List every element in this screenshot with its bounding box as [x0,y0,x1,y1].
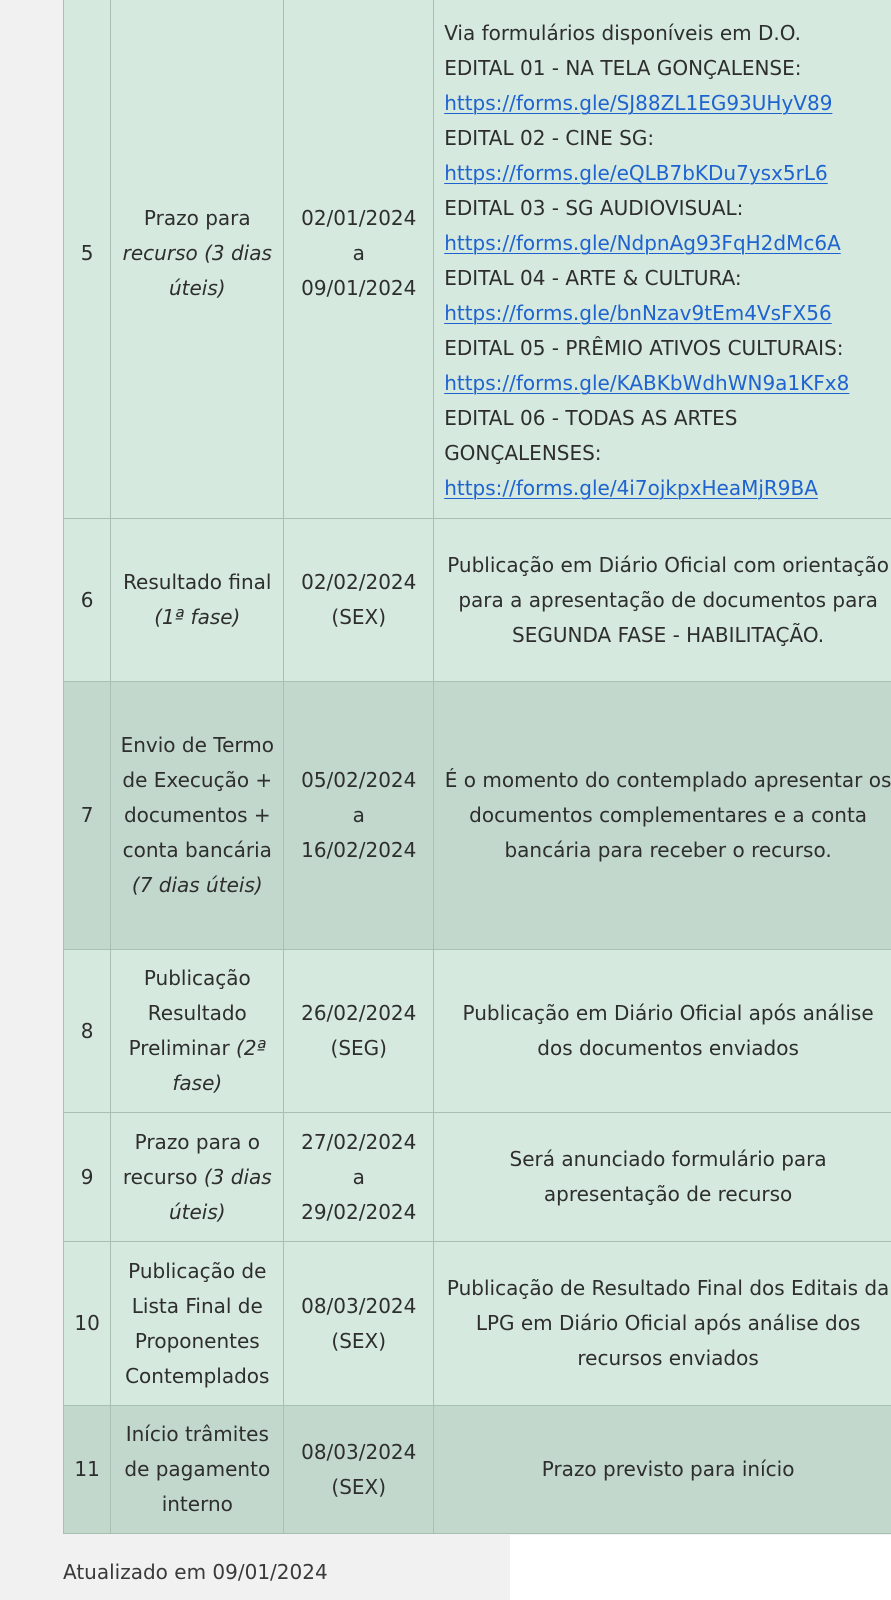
date-end: 09/01/2024 [301,276,417,300]
date-weekday: (SEX) [331,1474,387,1499]
schedule-table [63,0,891,1534]
activity-cell [111,0,284,519]
row-number: 10 [64,1242,111,1406]
activity-cell [111,1113,284,1242]
row-number: 11 [64,1406,111,1534]
table-row [64,1242,891,1406]
activity-text: Início trâmites de pagamento interno [124,1422,271,1516]
table-row [64,1113,891,1242]
description-cell: É o momento do contemplado apresentar os documentos complementares e a conta bancária para receber o recurso. [434,682,891,950]
edital-form-link[interactable]: https://forms.gle/eQLB7bKDu7ysx5rL6 [444,161,828,185]
row-number: 8 [64,950,111,1113]
date-cell [284,1113,434,1242]
activity-cell [111,519,284,682]
date-end: 16/02/2024 [301,838,417,862]
activity-text: Publicação de Lista Final de Proponentes Contemplados [125,1258,270,1388]
edital-label: EDITAL 02 - CINE SG: [444,126,655,150]
date-cell [284,682,434,950]
date-start: 08/03/2024 [301,1293,417,1318]
activity-note: recurso (3 dias úteis) [122,241,272,300]
activity-note: (7 dias úteis) [131,873,263,897]
date-weekday: (SEX) [331,1328,387,1353]
date-start: 08/03/2024 [301,1439,417,1464]
edital-form-link[interactable]: https://forms.gle/NdpnAg93FqH2dMc6A [444,231,841,255]
edital-label: EDITAL 04 - ARTE & CULTURA: [444,266,742,290]
row-number: 6 [64,519,111,682]
date-end: 29/02/2024 [301,1199,417,1224]
row-number: 9 [64,1113,111,1242]
table-row [64,950,891,1113]
activity-cell [111,682,284,950]
date-weekday: (SEX) [331,605,387,629]
footer-background [510,1535,891,1600]
edital-label: EDITAL 03 - SG AUDIOVISUAL: [444,196,744,220]
row-number: 7 [64,682,111,950]
edital-form-link[interactable]: https://forms.gle/bnNzav9tEm4VsFX56 [444,301,832,325]
edital-form-link[interactable]: https://forms.gle/SJ88ZL1EG93UHyV89 [444,91,833,115]
activity-note: (2ª fase) [172,1036,266,1095]
date-start: 02/02/2024 [301,570,417,594]
table-row [64,0,891,519]
table-row [64,1406,891,1534]
description-cell: Prazo previsto para início [434,1406,891,1534]
activity-text: Prazo para [143,206,251,230]
activity-cell [111,1242,284,1406]
description-cell: Será anunciado formulário para apresentação de recurso [434,1113,891,1242]
date-separator: a [352,803,365,827]
activity-note: (1ª fase) [154,605,241,629]
table-row [64,519,891,682]
date-start: 26/02/2024 [301,1001,417,1025]
edital-form-link[interactable]: https://forms.gle/KABKbWdhWN9a1KFx8 [444,371,850,395]
date-start: 27/02/2024 [301,1129,417,1154]
date-start: 05/02/2024 [301,768,417,792]
activity-text: Prazo para o recurso [122,1129,260,1189]
activity-cell [111,1406,284,1534]
date-start: 02/01/2024 [301,206,417,230]
description-cell: Publicação em Diário Oficial com orientação para a apresentação de documentos para SEGUNDA FASE - HABILITAÇÃO. [434,519,891,682]
edital-label: EDITAL 06 - TODAS AS ARTES GONÇALENSES: [444,406,738,465]
date-cell [284,950,434,1113]
description-cell [434,0,891,519]
date-cell [284,0,434,519]
activity-text: Publicação Resultado Preliminar [128,966,251,1060]
description-cell: Publicação de Resultado Final dos Editais da LPG em Diário Oficial após análise dos recursos enviados [434,1242,891,1406]
date-cell [284,1406,434,1534]
activity-cell [111,950,284,1113]
date-weekday: (SEG) [330,1036,387,1060]
activity-text: Resultado final [123,570,272,594]
edital-label: EDITAL 05 - PRÊMIO ATIVOS CULTURAIS: [444,336,844,360]
description-cell: Publicação em Diário Oficial após análise dos documentos enviados [434,950,891,1113]
row-number: 5 [64,0,111,519]
date-cell [284,519,434,682]
last-updated-text: Atualizado em 09/01/2024 [63,1560,328,1584]
date-separator: a [352,1164,365,1189]
table-row [64,682,891,950]
activity-text: Envio de Termo de Execução + documentos + conta bancária [120,733,274,862]
date-separator: a [352,241,365,265]
description-intro: Via formulários disponíveis em D.O. [444,21,802,45]
edital-label: EDITAL 01 - NA TELA GONÇALENSE: [444,56,802,80]
date-cell [284,1242,434,1406]
edital-form-link[interactable]: https://forms.gle/4i7ojkpxHeaMjR9BA [444,476,818,500]
activity-note: (3 dias úteis) [168,1164,272,1224]
